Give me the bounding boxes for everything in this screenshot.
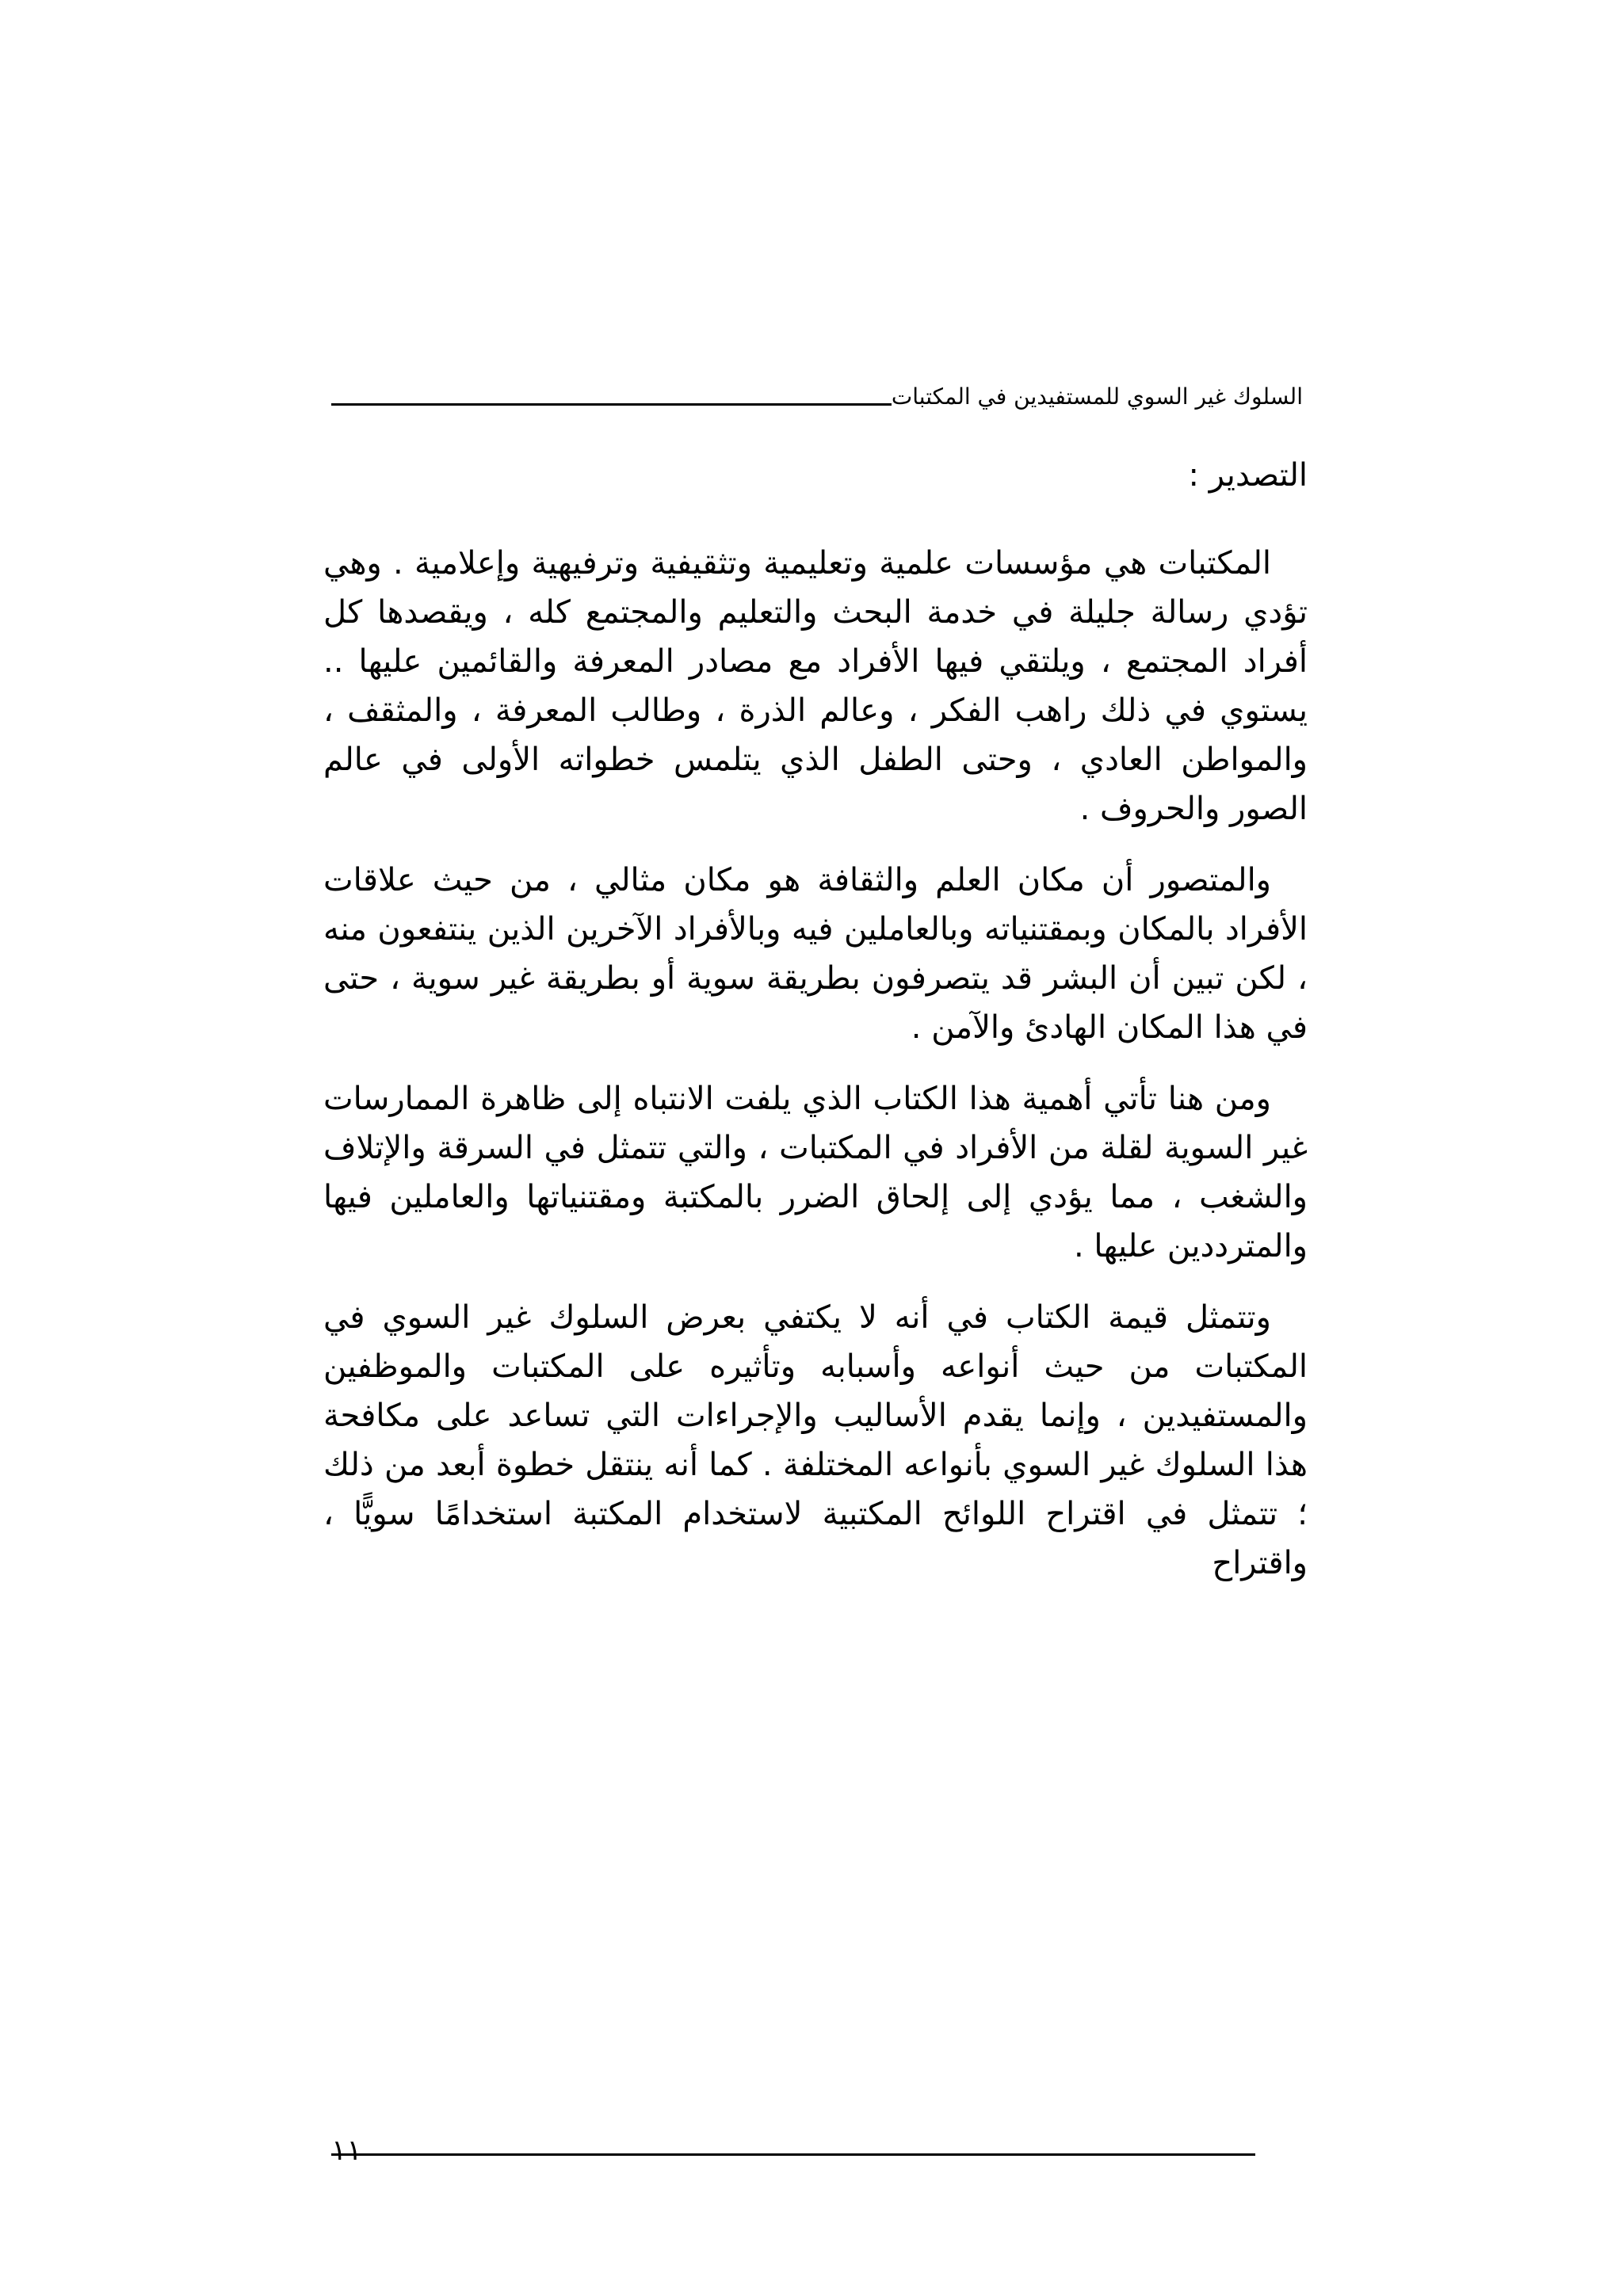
- paragraph-1: المكتبات هي مؤسسات علمية وتعليمية وتثقيفية وترفيهية وإعلامية . وهي تؤدي رسالة جليلة في خدمة البحث والتعليم والمجتمع كله ، ويقصدها كل أفراد المجتمع ، ويلتقي فيها الأفراد مع مصادر المعرفة والقائمين عليها .. يستوي في ذلك راهب الفكر ، وعالم الذرة ، وطالب المعرفة ، والمثقف ، والمواطن العادي ، وحتى الطفل الذي يتلمس خطواته الأولى في عالم الصور والحروف .: [323, 545, 1308, 827]
- paragraph-4: وتتمثل قيمة الكتاب في أنه لا يكتفي بعرض السلوك غير السوي في المكتبات من حيث أنواعه وأسبابه وتأثيره على المكتبات والموظفين والمستفيدين ، وإنما يقدم الأساليب والإجراءات التي تساعد على مكافحة هذا السلوك غير السوي بأنواعه المختلفة . كما أنه ينتقل خطوة أبعد من ذلك ؛ تتمثل في اقتراح اللوائح المكتبية لاستخدام المكتبة استخدامًا سويًّا ، واقتراح: [323, 1299, 1308, 1581]
- page-content: [323, 452, 1308, 1610]
- footer-rule: [331, 2153, 1255, 2156]
- page-number: ١١: [331, 2134, 362, 2167]
- page-footer: [331, 2131, 1303, 2171]
- running-header-title: السلوك غير السوي للمستفيدين في المكتبات: [891, 383, 1303, 410]
- section-heading: التصدير :: [1188, 457, 1308, 494]
- header-rule: [331, 403, 892, 406]
- running-header: [331, 372, 1303, 412]
- paragraph-3: ومن هنا تأتي أهمية هذا الكتاب الذي يلفت الانتباه إلى ظاهرة الممارسات غير السوية لقلة من الأفراد في المكتبات ، والتي تتمثل في السرقة والإتلاف والشغب ، مما يؤدي إلى إلحاق الضرر بالمكتبة ومقتنياتها والعاملين فيها والمترددين عليها .: [323, 1081, 1308, 1264]
- paragraph-2: والمتصور أن مكان العلم والثقافة هو مكان مثالي ، من حيث علاقات الأفراد بالمكان وبمقتنياته وبالعاملين فيه وبالأفراد الآخرين الذين ينتفعون منه ، لكن تبين أن البشر قد يتصرفون بطريقة سوية أو بطريقة غير سوية ، حتى في هذا المكان الهادئ والآمن .: [323, 862, 1308, 1046]
